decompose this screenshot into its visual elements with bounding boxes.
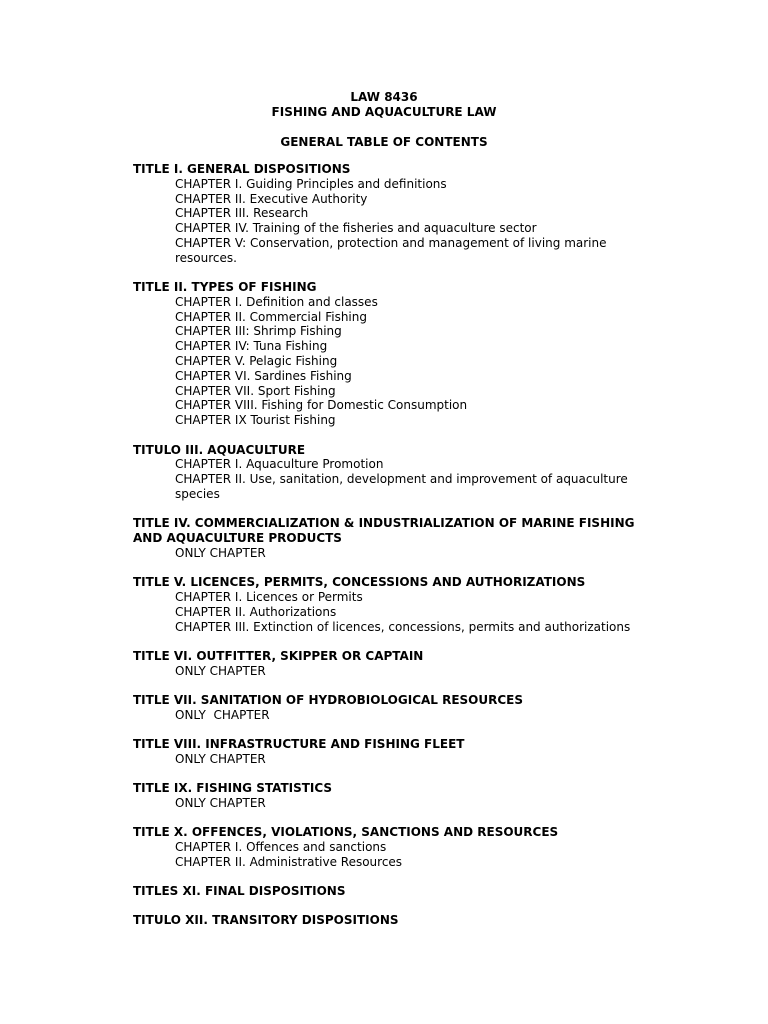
toc-section bbox=[133, 693, 653, 723]
chapter-entry: ONLY CHAPTER bbox=[175, 751, 266, 766]
chapter-entry: CHAPTER IV. Training of the fisheries and aquaculture sector bbox=[175, 221, 537, 236]
chapter-entry: CHAPTER IX Tourist Fishing bbox=[175, 413, 336, 428]
chapter-entry: CHAPTER III. Research bbox=[175, 206, 309, 221]
chapter-entry: CHAPTER I. Aquaculture Promotion bbox=[175, 457, 384, 472]
toc-section bbox=[133, 575, 653, 634]
toc-section bbox=[133, 737, 653, 767]
section-title: TITULO III. AQUACULTURE bbox=[133, 442, 306, 457]
chapter-entry: ONLY CHAPTER bbox=[175, 707, 270, 722]
chapter-entry: ONLY CHAPTER bbox=[175, 795, 266, 810]
chapter-entry: CHAPTER III. Extinction of licences, concessions, permits and authorizations bbox=[175, 619, 631, 634]
section-title: TITLE VII. SANITATION OF HYDROBIOLOGICAL RESOURCES bbox=[133, 692, 524, 707]
toc-title: GENERAL TABLE OF CONTENTS bbox=[280, 135, 488, 149]
section-title: TITLE VIII. INFRASTRUCTURE AND FISHING FLEET bbox=[133, 737, 465, 751]
chapter-entry: CHAPTER I. Offences and sanctions bbox=[175, 839, 387, 854]
toc-section bbox=[133, 162, 653, 266]
toc-section bbox=[133, 781, 653, 811]
chapter-entry: ONLY CHAPTER bbox=[175, 663, 266, 678]
chapter-entry: CHAPTER VIII. Fishing for Domestic Consumption bbox=[175, 398, 468, 413]
toc-section bbox=[133, 443, 653, 502]
chapter-entry: CHAPTER I. Guiding Principles and definitions bbox=[175, 176, 447, 191]
toc-section bbox=[133, 280, 653, 428]
chapter-entry: CHAPTER VI. Sardines Fishing bbox=[175, 368, 352, 383]
law-number: LAW 8436 bbox=[350, 90, 418, 104]
chapter-entry: CHAPTER V. Pelagic Fishing bbox=[175, 354, 338, 369]
toc-section bbox=[133, 649, 653, 679]
section-title: TITLE IX. FISHING STATISTICS bbox=[133, 781, 333, 796]
chapter-entry: CHAPTER IV: Tuna Fishing bbox=[175, 339, 328, 354]
chapter-entry: CHAPTER II. Commercial Fishing bbox=[175, 309, 367, 324]
chapter-entry: CHAPTER II. Administrative Resources bbox=[175, 854, 403, 869]
section-title: TITLE X. OFFENCES, VIOLATIONS, SANCTIONS AND RESOURCES bbox=[133, 825, 559, 840]
section-title: TITLE I. GENERAL DISPOSITIONS bbox=[133, 162, 351, 176]
chapter-entry: CHAPTER I. Licences or Permits bbox=[175, 589, 363, 604]
law-title: FISHING AND AQUACULTURE LAW bbox=[271, 105, 497, 119]
chapter-entry: CHAPTER III: Shrimp Fishing bbox=[175, 324, 342, 339]
chapter-entry: CHAPTER V: Conservation, protection and management of living marine resources. bbox=[175, 235, 607, 265]
section-title: TITLE V. LICENCES, PERMITS, CONCESSIONS AND AUTHORIZATIONS bbox=[133, 575, 586, 590]
section-title: TITLE VI. OUTFITTER, SKIPPER OR CAPTAIN bbox=[133, 648, 424, 663]
chapter-entry: CHAPTER II. Executive Authority bbox=[175, 191, 368, 206]
chapter-entry: CHAPTER I. Definition and classes bbox=[175, 294, 378, 309]
chapter-entry: CHAPTER II. Authorizations bbox=[175, 604, 337, 619]
section-title: TITLE IV. COMMERCIALIZATION & INDUSTRIALIZATION OF MARINE FISHING AND AQUACULTURE PRODUCTS bbox=[133, 516, 635, 546]
chapter-entry: CHAPTER VII. Sport Fishing bbox=[175, 383, 336, 398]
table-of-contents bbox=[133, 162, 653, 943]
toc-section bbox=[133, 913, 653, 928]
toc-section bbox=[133, 516, 653, 560]
section-title: TITLE II. TYPES OF FISHING bbox=[133, 280, 317, 295]
chapter-entry: CHAPTER II. Use, sanitation, development and improvement of aquaculture species bbox=[175, 472, 628, 501]
toc-section bbox=[133, 884, 653, 899]
section-title: TITLES XI. FINAL DISPOSITIONS bbox=[133, 884, 346, 899]
chapter-entry: ONLY CHAPTER bbox=[175, 545, 266, 560]
toc-section bbox=[133, 825, 653, 869]
section-title: TITULO XII. TRANSITORY DISPOSITIONS bbox=[133, 913, 399, 928]
